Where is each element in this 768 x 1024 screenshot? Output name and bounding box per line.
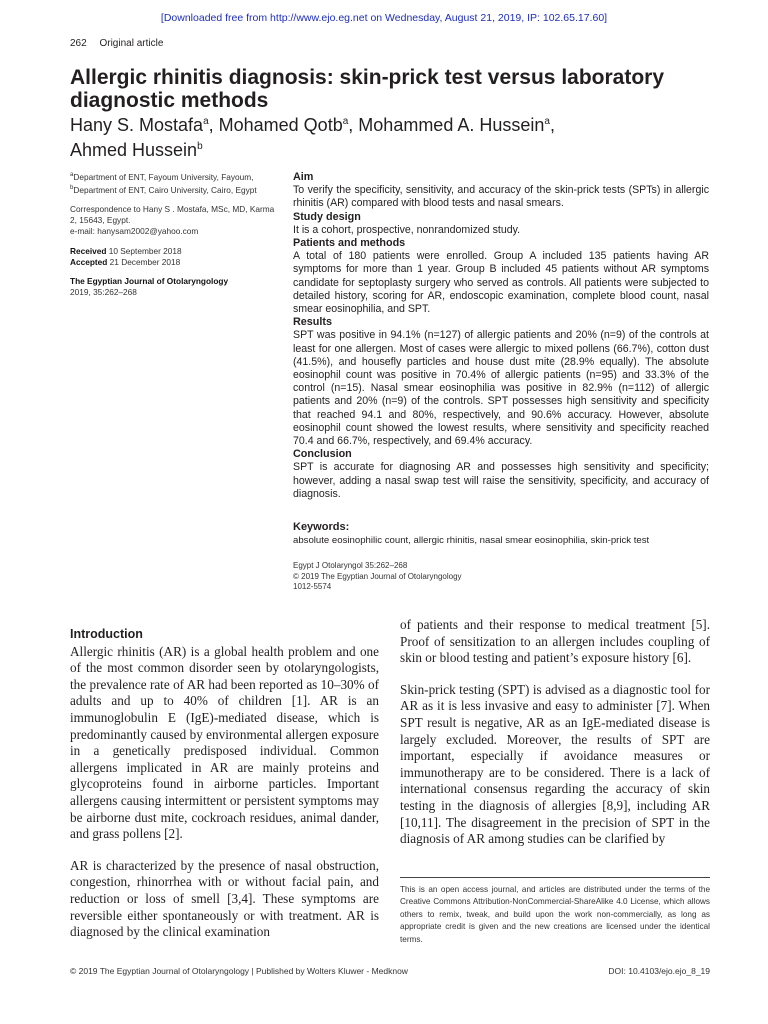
body-paragraph: Skin-prick testing (SPT) is advised as a diagnostic tool for AR as it is less invasive and easy to administer [7]. When SPT result is negative, AR as an IgE-mediated disease is largely excluded. Moreover, the results of SPT are important, especially if avoidance measures or immunotherapy are to be considered. There is a lack of international consensus regarding the accuracy of skin testing in the diagnosis of allergies [8,9], including AR [10,11]. The disagreement in the precision of SPT in the diagnosis of AR among studies can be clarified by [400, 681, 710, 847]
abstract-text: To verify the specificity, sensitivity, and accuracy of the skin-prick tests (SPTs) in allergic rhinitis (AR) compared with blood tests and nasal smears. [293, 184, 709, 210]
article-title: Allergic rhinitis diagnosis: skin-prick test versus laboratory diagnostic methods [70, 66, 665, 112]
affiliations: $^a$Department of ENT, Fayoum University, Fayoum, $^b$Department of ENT, Cairo University, Cairo, Egypt [70, 171, 257, 195]
body-left-column [70, 626, 379, 956]
body-paragraph: Allergic rhinitis (AR) is a global health problem and one of the most common disorder seen by otolaryngologists, the prevalence rate of AR had been reported as 10–30% of adults and up to 40% of children [1]. AR is an immunoglobulin E (IgE)-mediated disease, which is predominantly caused by environmental allergen exposure in a genetically predisposed individual. Common allergens implicated in AR are mainly proteins and glycoproteins found in airborne particles. Important allergens causing intermittent or persistent symptoms may be airborne dust mite, cockroach residues, animal dander, and grass pollens [2]. [70, 643, 379, 842]
author-name: Mohamed Qotb [218, 115, 343, 135]
abstract-heading: Conclusion [293, 448, 352, 461]
abstract-text: SPT was positive in 94.1% (n=127) of allergic patients and 20% (n=9) of the controls at least for one allergen. Most of cases were allergic to mixed pollens (66.7%), cotton dust (41.5%), and housefly particles and house dust mite (28.9% equally). The absolute eosinophil count was positive in 70.4% of allergic patients (n=95) and 33.3% of the control (n=15). Nasal smear eosinophilia was positive in 82.9% (n=112) of allergic patients and 20% (n=9) of the controls. SPT possesses high sensitivity and specificity that reached 94.1 and 80%, respectively, and 90.6% accuracy. However, absolute eosinophil count showed the lowest results, where sensitivity and specificity reached 70.4 and 66.7%, respectively, and 69.4% accuracy. [293, 329, 709, 448]
journal-info: The Egyptian Journal of Otolaryngology 2019, 35:262–268 [70, 275, 229, 298]
article-type: Original article [99, 38, 164, 49]
abstract-heading: Aim [293, 171, 314, 183]
section-heading: Introduction [70, 627, 143, 641]
dates: Received 10 September 2018 Accepted 21 December 2018 [70, 245, 182, 267]
keywords-heading: Keywords: [293, 521, 350, 534]
abstract-heading: Study design [293, 210, 361, 223]
author-name: Mohammed A. Hussein [358, 115, 545, 135]
abstract-heading: Patients and methods [293, 237, 406, 250]
author-affiliation-mark: a [544, 116, 550, 127]
author-affiliation-mark: a [203, 116, 209, 127]
author-affiliation-mark: b [197, 141, 203, 152]
author-name: Hany S. Mostafa [70, 115, 204, 135]
page-header [70, 38, 163, 49]
author-list: Hany S. Mostafa$^a$, Mohamed Qotb$^a$, Mohammed A. Hussein$^a$, Ahmed Hussein$^b$ [70, 115, 555, 160]
keywords: absolute eosinophilic count, allergic rhinitis, nasal smear eosinophilia, skin-prick test [293, 535, 650, 547]
license-divider [400, 877, 710, 878]
footer-copyright: © 2019 The Egyptian Journal of Otolaryngology | Published by Wolters Kluwer - Medknow [70, 966, 408, 976]
correspondence: Correspondence to Hany S . Mostafa, MSc, MD, Karma 2, 15643, Egypt. e-mail: hanysam2002@yahoo.com [70, 203, 275, 237]
author-affiliation-mark: a [342, 116, 349, 127]
author-name: Ahmed Hussein [70, 140, 198, 160]
citation-line: Egypt J Otolaryngol 35:262–268 [293, 561, 408, 571]
abstract-heading: Results [293, 316, 333, 329]
article-metadata [70, 170, 275, 306]
body-paragraph: AR is characterized by the presence of nasal obstruction, congestion, rhinorrhea with or without facial pain, and reduction or loss of smell [3,4]. These symptoms are reversible either spontaneously or with treatment. AR is diagnosed by the clinical examination [70, 857, 379, 940]
body-right-column [400, 617, 710, 863]
abstract-text: SPT is accurate for diagnosing AR and possesses high sensitivity and specificity; however, adding a nasal swap test will raise the sensitivity, specificity, and accuracy of diagnosis. [293, 461, 709, 500]
abstract-text: A total of 180 patients were enrolled. Group A included 135 patients having AR symptoms for more than 1 year. Group B included 45 patients without AR symptoms candidate for septoplasty surgery who served as controls. All patients were subjected to detailed history, scoring for AR, endoscopic examination, complete blood count, nasal smear eosinophilia, and SPT. [293, 250, 709, 316]
citation-line: 1012-5574 [293, 582, 332, 592]
citation-line: © 2019 The Egyptian Journal of Otolaryngology [293, 571, 462, 581]
license-notice: This is an open access journal, and articles are distributed under the terms of the Creative Commons Attribution-NonCommercial-ShareAlike 4.0 License, which allows others to remix, tweak, and build upon the work non-commercially, as long as appropriate credit is given and the new creations are licensed under the identical terms. [400, 885, 710, 944]
abstract [293, 171, 709, 593]
body-paragraph: of patients and their response to medical treatment [5]. Proof of sensitization to an allergen includes coupling of skin or blood testing and patient’s exposure history [6]. [400, 617, 710, 666]
citation-block [293, 561, 709, 593]
page-number: 262 [70, 38, 87, 49]
abstract-text: It is a cohort, prospective, nonrandomized study. [293, 223, 521, 236]
footer-doi: DOI: 10.4103/ejo.ejo_8_19 [608, 966, 710, 976]
download-banner: [Downloaded free from http://www.ejo.eg.net on Wednesday, August 21, 2019, IP: 102.65.17.60] [160, 12, 608, 24]
email-address: e-mail: hanysam2002@yahoo.com [70, 226, 199, 237]
